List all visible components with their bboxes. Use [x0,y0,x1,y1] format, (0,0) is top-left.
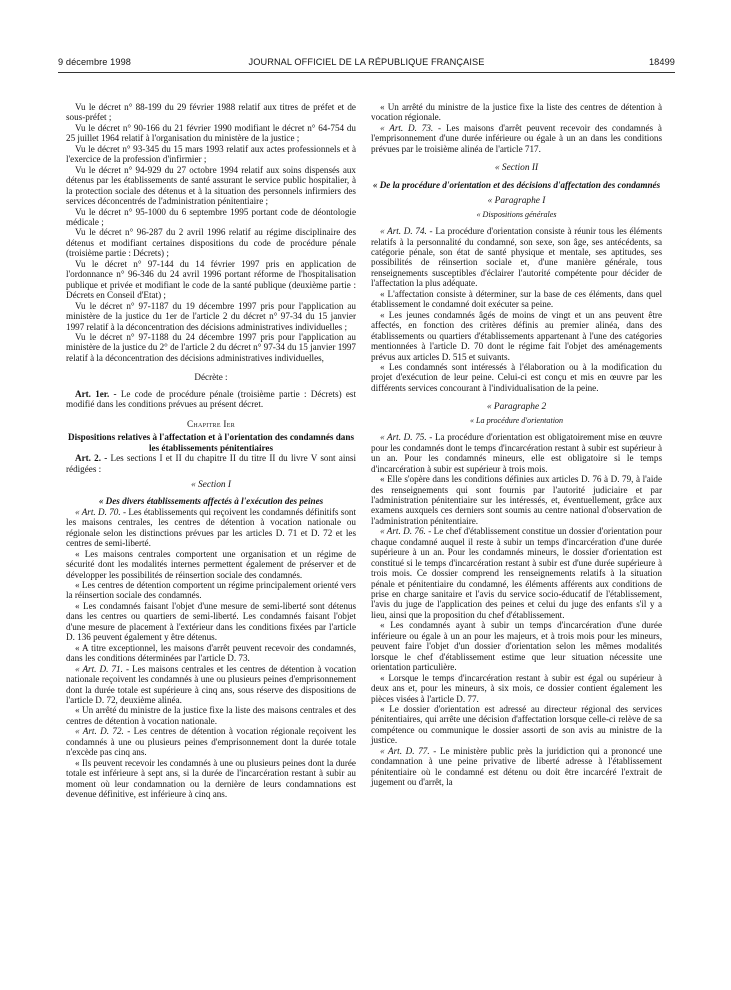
article-d70-paragraph: « A titre exceptionnel, les maisons d'arrêt peuvent recevoir des condamnés, dans les conditions déterminées par l'article D. 73. [66,642,356,664]
section-1-heading: « Section I [190,479,232,490]
article-d74-paragraph: « Les jeunes condamnés âgés de moins de vingt et un ans peuvent être affectés, en fonction des critères définis au premier alinéa, dans des établissements ou quartiers d'établissements appartenant à l'une des catégories mentionnées à l'article D. 70 dont le régime fait l'objet des aménagements prévus aux articles D. 515 et suivants. [371,309,662,362]
article-d70-label: « Art. D. 70. [75,506,121,517]
article-d74 [371,226,662,289]
article-d77-label: « Art. D. 77. [380,745,430,756]
article-d71-paragraph: « Un arrêté du ministre de la justice fixe la liste des maisons centrales et des centres de détention à vocation nationale. [66,705,356,726]
article-d75-paragraph: « Elle s'opère dans les conditions définies aux articles D. 76 à D. 79, à l'aide des renseignements qui sont fournis par l'autorité judiciaire et par l'administration pénitentiaire sur les intéressés, et, éventuellement, grâce aux examens auxquels ces derniers sont soumis au centre national d'observation de l'administration pénitentiaire. [371,474,662,526]
header-date: 9 décembre 1998 [58,57,132,67]
left-column [66,102,356,800]
article-2 [66,453,356,474]
article-d74-paragraph: « Les condamnés sont intéressés à l'élaboration ou à la modification du projet d'exécution de leur peine. Celui-ci est conçu et mis en œuvre par les différents services concourant à l'individualisation de la peine. [371,361,662,393]
article-d72-text: - Les centres de détention à vocation régionale reçoivent les condamnés à une ou plusieurs peines d'emprisonnement dont la durée totale n'excède pas cinq ans. [66,726,356,758]
paragraph-2-title: « La procédure d'orientation [469,415,564,425]
article-d76-label: « Art. D. 76. [380,526,426,537]
paragraph-1-heading: « Paragraphe I [487,196,546,207]
vu-paragraph: Vu le décret n° 90-166 du 21 février 1990 modifiant le décret n° 64-754 du 25 juillet 1964 relatif à l'organisation du ministère de la justice ; [66,122,356,144]
article-d77 [371,746,662,788]
section-1-title: « Des divers établissements affectés à l'exécution des peines [98,496,324,507]
article-d76-paragraph: « Lorsque le temps d'incarcération restant à subir est égal ou supérieur à deux ans et, pour les mineurs, à six mois, ce dossier contient également les pièces visées à l'article D. 77. [371,672,662,704]
article-d74-text: - La procédure d'orientation consiste à réunir tous les éléments relatifs à la personnalité du condamné, son sexe, son âge, ses antécédents, sa catégorie pénale, son état de santé physique et mentale, ses aptitudes, ses possibilités de réinsertion sociale et, d'une manière générale, tous renseignements susceptibles d'éclairer l'autorité compétente pour décider de l'affectation la plus adéquate. [371,226,662,289]
article-d73 [371,123,662,154]
article-1-label: Art. 1er. - [75,388,117,399]
vu-paragraph: Vu le décret n° 93-345 du 15 mars 1993 relatif aux actes professionnels et à l'exercice de la profession d'infirmier ; [66,143,356,165]
article-2-label: Art. 2. - [75,453,108,464]
header-page-number: 18499 [648,57,675,67]
header-rule [58,72,675,73]
vu-paragraph: Vu le décret n° 94-929 du 27 octobre 1994 relatif aux soins dispensés aux détenus par les établissements de santé assurant le service public hospitalier, à la protection sociale des détenus et à la situation des personnels infirmiers des services déconcentrés de l'administration pénitentiaire ; [66,164,356,207]
article-d75 [371,432,662,474]
article-d75-text: - La procédure d'orientation est obligatoirement mise en œuvre pour les condamnés dont le temps d'incarcération restant à subir est supérieur à un an. Pour les condamnés mineurs, elle est obligatoire si le temps d'incarcération à subir est supérieur à trois mois. [371,432,663,474]
article-d72 [66,726,356,757]
article-d72-paragraph: « Un arrêté du ministre de la justice fixe la liste des centres de détention à vocation régionale. [371,102,662,123]
article-2-text: Les sections I et II du chapitre II du titre II du livre V sont ainsi rédigées : [66,453,357,474]
article-d70-paragraph: « Les maisons centrales comportent une organisation et un régime de sécurité dont les modalités internes permettent également de préserver et de développer les possibilités de réinsertion sociale des condamnés. [66,548,356,580]
paragraph-1-title: « Dispositions générales [476,209,557,219]
article-d77-text: - Le ministère public près la juridiction qui a prononcé une condamnation à une peine privative de liberté adresse à l'établissement pénitentiaire où le condamné est détenu ou doit être incarcéré l'extrait de jugement ou d'arrêt, la [371,745,662,788]
article-1-text: Le code de procédure pénale (troisième partie : Décrets) est modifié dans les conditions prévues au présent décret. [66,388,357,410]
article-d70-paragraph: « Les condamnés faisant l'objet d'une mesure de semi-liberté sont détenus dans les centres ou quartiers de semi-liberté. Les condamnés faisant l'objet d'une mesure de placement à l'extérieur dans les conditions fixées par l'article D. 136 peuvent également y être détenus. [66,600,356,643]
section-2-title: « De la procédure d'orientation et des décisions d'affectation des condamnés [372,179,661,190]
article-d71-text: - Les maisons centrales et les centres de détention à vocation nationale reçoivent les condamnés à une ou plusieurs peines d'emprisonnement dont la durée totale est supérieure à cinq ans, sous réserve des dispositions de l'article D. 72, deuxième alinéa. [66,663,357,706]
decrete-heading: Décrète : [194,372,228,383]
article-d70-paragraph: « Les centres de détention comportent un régime principalement orienté vers la réinsertion sociale des condamnés. [66,580,356,601]
vu-paragraph: Vu le décret n° 88-199 du 29 février 1988 relatif aux titres de préfet et de sous-préfet ; [66,102,356,123]
article-d70-text: - Les établissements qui reçoivent les condamnés définitifs sont les maisons centrales, les centres de détention à vocation nationale ou régionale selon les distinctions prévues par les articles D. 71 et D. 72 et les centres de semi-liberté. [66,506,357,549]
article-d76-text: - Le chef d'établissement constitue un dossier d'orientation pour chaque condamné auquel il reste à subir un temps d'incarcération d'une durée supérieure à un an. Pour les condamnés mineurs, le dossier d'orientation est constitué si le temps d'incarcération restant à subir est d'une durée supérieure à trois mois. Ce dossier comprend les renseignements relatifs à la situation pénale et pénitentiaire du condamné, les éléments afférents aux conditions de prise en charge sanitaire et l'avis du service socio-éducatif de l'établissement, l'avis du juge de l'application des peines et celui du juge des enfants s'il y a lieu, ainsi que la proposition du chef d'établissement. [371,526,663,620]
article-d70 [66,507,356,549]
article-d72-paragraph: « Ils peuvent recevoir les condamnés à une ou plusieurs peines dont la durée totale est inférieure à sept ans, si la durée de l'incarcération restant à subir au moment où leur condamnation ou la dernière de leurs condamnations est devenue définitive, est inférieure à cinq ans. [66,757,356,800]
vu-paragraph: Vu le décret n° 95-1000 du 6 septembre 1995 portant code de déontologie médicale ; [66,206,356,227]
page-header [58,57,675,71]
article-d72-label: « Art. D. 72. [75,726,124,737]
article-1 [66,389,356,410]
chapter-heading: Chapitre Ier [186,418,235,429]
article-d74-label: « Art. D. 74. [380,226,427,237]
vu-paragraph: Vu le décret n° 97-1187 du 19 décembre 1997 pris pour l'application au ministère de la justice du 1er de l'article 2 du décret n° 97-34 du 15 janvier 1997 relatif à la déconcentration des décisions administratives individuelles ; [66,300,356,332]
section-2-heading: « Section II [494,163,539,174]
vu-paragraph: Vu le décret n° 97-144 du 14 février 1997 pris en application de l'ordonnance n° 96-346 du 24 avril 1996 portant réforme de l'hospitalisation publique et privée et modifiant le code de la santé publique (deuxième partie : Décrets en Conseil d'Etat) ; [66,258,356,301]
article-d73-text: - Les maisons d'arrêt peuvent recevoir des condamnés à l'emprisonnement d'une durée inférieure ou égale à un an dans les conditions prévues par le troisième alinéa de l'article 717. [371,122,662,154]
chapter-title: Dispositions relatives à l'affectation et à l'orientation des condamnés dans les établissements pénitentiaires [68,432,354,453]
header-journal-title: JOURNAL OFFICIEL DE LA RÉPUBLIQUE FRANÇAISE [248,57,485,67]
article-d73-label: « Art. D. 73. [380,122,434,133]
article-d71 [66,664,356,706]
right-column [371,102,662,788]
vu-paragraph: Vu le décret n° 97-1188 du 24 décembre 1997 pris pour l'application au ministère de la justice du 2° de l'article 2 du décret n° 97-34 du 15 janvier 1997 relatif à la déconcentration des décisions administratives individuelles, [66,331,356,363]
vu-paragraph: Vu le décret n° 96-287 du 2 avril 1996 relatif au régime disciplinaire des détenus et modifiant certaines dispositions du code de procédure pénale (troisième partie : Décrets) ; [66,227,356,259]
article-d71-label: « Art. D. 71. [75,663,123,674]
article-d76 [371,526,662,620]
article-d76-paragraph: « Les condamnés ayant à subir un temps d'incarcération d'une durée inférieure ou égale à un an pour les majeurs, et à trois mois pour les mineurs, peuvent faire l'objet d'un dossier d'orientation selon les mêmes modalités lorsque le chef d'établissement estime que leur situation nécessite une orientation particulière. [371,620,662,673]
article-d76-paragraph: « Le dossier d'orientation est adressé au directeur régional des services pénitentiaires, qui arrête une décision d'affectation lorsque celle-ci relève de sa compétence ou communique le dossier assorti de son avis au ministre de la justice. [371,704,662,746]
article-d75-label: « Art. D. 75. [380,432,427,443]
paragraph-2-heading: « Paragraphe 2 [486,402,547,413]
article-d74-paragraph: « L'affectation consiste à déterminer, sur la base de ces éléments, dans quel établissement le condamné doit exécuter sa peine. [371,288,662,310]
